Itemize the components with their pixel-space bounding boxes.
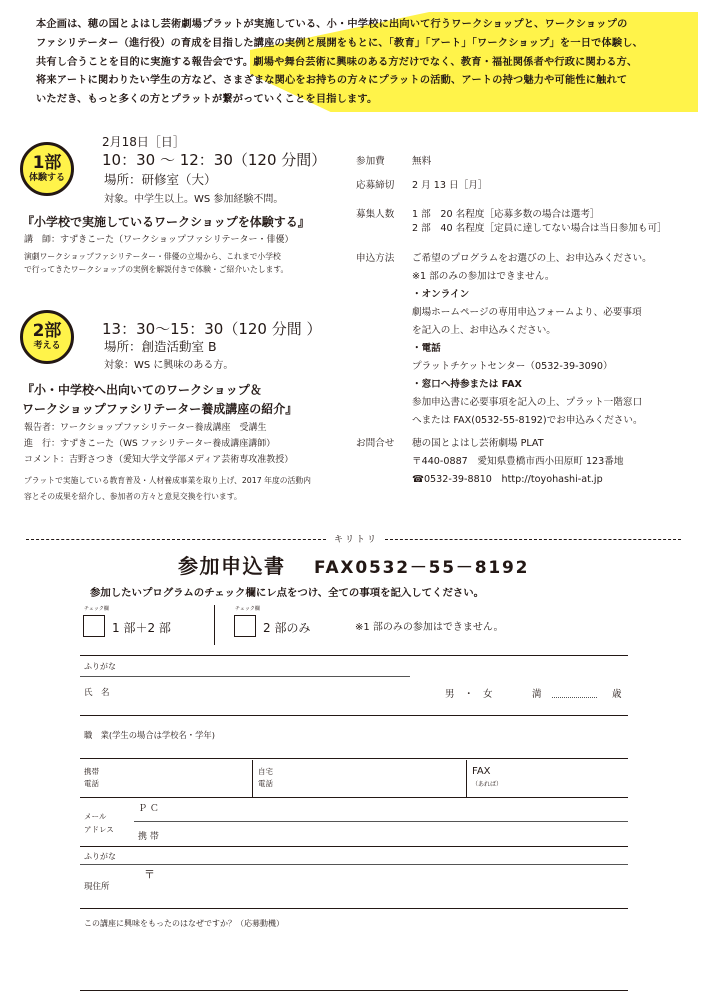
fax-label: FAX [472, 766, 491, 777]
part2-badge-number: 2部 [32, 321, 62, 341]
contact-line: 〒440-0887 愛知県豊橋市西小田原町 123番地 [412, 456, 624, 467]
mail-field-rule[interactable] [80, 846, 628, 847]
part2-title-line: ワークショップファシリテーター養成講座の紹介』 [22, 402, 298, 416]
mobile-label-2: 電話 [84, 779, 99, 788]
part2-staff-line: コメント：吉野さつき（愛知大学文学部メディア芸術専攻准教授） [24, 455, 294, 465]
apply-line: ・オンライン [412, 289, 470, 300]
option2-checkbox[interactable] [234, 615, 256, 637]
intro-line: 本企画は、穂の国とよはし芸術劇場プラットが実施している、小・中学校に出向いて行うワークショップと、ワークショップの [36, 19, 628, 30]
home-label-2: 電話 [258, 779, 273, 788]
intro-line: いただき、もっと多くの方とプラットが繋がっていくことを目指します。 [36, 94, 378, 106]
furigana-label: ふりがな [84, 662, 116, 671]
apply-line: を記入の上、お申込みください。 [412, 325, 556, 336]
mobile-label-1: 携帯 [84, 767, 99, 776]
cut-line-right [385, 539, 681, 540]
phone-field-rule[interactable] [80, 797, 628, 798]
part2-desc-line: 容とその成果を紹介し、参加者の方々と意見交換を行います。 [24, 492, 242, 501]
option2-label: 2 部のみ [263, 621, 311, 635]
apply-line: 参加申込書に必要事項を記入の上、プラット一階窓口 [412, 397, 643, 408]
part2-staff-line: 報告者：ワークショップファシリテーター養成講座 受講生 [24, 423, 267, 433]
phone-divider [466, 760, 467, 797]
intro-line: 共有し合うことを目的に実施する報告会です。劇場や舞台芸術に興味のある方だけでなく、教育・福祉関係者や行政に関わる方、 [36, 56, 638, 68]
home-label-1: 自宅 [258, 767, 273, 776]
age-field[interactable] [552, 697, 597, 698]
motive-field-rule[interactable] [80, 990, 628, 991]
fee-label: 参加費 [356, 156, 385, 167]
gender-label: 男 ・ 女 [445, 689, 493, 700]
apply-label: 申込方法 [356, 253, 395, 264]
part2-desc-line: プラットで実施している教育普及・人材養成事業を取り上げ、2017 年度の活動内 [24, 476, 311, 485]
part1-lecturer: 講 師：すずきこーた（ワークショップファシリテーター・俳優） [24, 235, 294, 245]
intro-line: ファシリテーター（進行役）の育成を目指した講座の実例と展開をもとに、「教育」「アート」「ワークショップ」を一日で体験し、 [36, 37, 644, 49]
name-field-rule[interactable] [80, 715, 628, 716]
deadline-label: 応募締切 [356, 180, 395, 191]
job-field-rule[interactable] [80, 758, 628, 759]
part1-badge-number: 1部 [32, 153, 62, 173]
form-instruction: 参加したいプログラムのチェック欄にレ点をつけ、全ての事項を記入してください。 [90, 587, 485, 599]
part1-place: 場所：研修室（大） [104, 172, 217, 187]
job-label: 職 業(学生の場合は学校名・学年) [84, 730, 215, 740]
apply-line: ご希望のプログラムをお選びの上、お申込みください。 [412, 253, 652, 264]
part1-target: 対象。中学生以上。WS 参加経験不問。 [104, 194, 284, 205]
address-furigana-field[interactable] [80, 864, 628, 865]
capacity-line: 1 部 20 名程度［応募多数の場合は選考］ [412, 209, 600, 220]
option1-checkbox[interactable] [83, 615, 105, 637]
part2-target: 対象：WS に興味のある方。 [104, 360, 234, 371]
intro-line: 将来アートに関わりたい学生の方など、さまざまな関心をお持ちの方々にプラットの活動、アートの持つ魅力や可能性に触れて [36, 75, 628, 87]
form-note: ※1 部のみの参加はできません。 [355, 622, 504, 633]
part2-badge [20, 310, 74, 364]
part1-badge-label: 体験する [28, 173, 65, 183]
part2-place: 場所：創造活動室 B [104, 339, 217, 354]
part1-time: 10：30 〜 12：30（120 分間） [102, 151, 327, 169]
postal-mark: 〒 [144, 868, 155, 881]
option-divider [214, 605, 215, 645]
capacity-line: 2 部 40 名程度［定員に達してない場合は当日参加も可］ [412, 223, 667, 234]
apply-line: ・電話 [412, 343, 441, 354]
mobile-mail-label: 携 帯 [138, 832, 159, 842]
part2-time: 13：30〜15：30（120 分間 ） [102, 320, 322, 338]
cut-label: キリトリ [330, 532, 382, 545]
part1-desc-line: で行ってきたワークショップの実例を解説付きで体験・ご紹介いたします。 [24, 265, 289, 274]
motive-label: この講座に興味をもったのはなぜですか？（応募動機） [84, 919, 284, 928]
address-field-rule[interactable] [80, 908, 628, 909]
check-label: チェック欄 [235, 606, 260, 612]
furigana2-label: ふりがな [84, 852, 116, 861]
part1-badge [20, 142, 74, 196]
pc-label: Ｐ Ｃ [138, 804, 159, 814]
apply-line: ・窓口へ持参または FAX [412, 379, 522, 390]
mail-label-1: メール [84, 812, 107, 821]
option1-label: 1 部＋2 部 [112, 621, 171, 635]
part1-title: 『小学校で実施しているワークショップを体験する』 [22, 215, 310, 229]
name-label: 氏 名 [84, 688, 110, 698]
contact-line: 穂の国とよはし芸術劇場 PLAT [412, 438, 544, 449]
address-label: 現住所 [84, 882, 110, 892]
deadline-value: 2 月 13 日［月］ [412, 180, 488, 191]
cut-line-left [26, 539, 326, 540]
apply-line: ※1 部のみの参加はできません。 [412, 271, 555, 282]
part1-desc-line: 演劇ワークショップファシリテーター・俳優の立場から、これまで小学校 [24, 252, 281, 261]
form-title: 参加申込書 [178, 554, 286, 578]
contact-label: お問合せ [356, 438, 395, 449]
contact-line: ☎0532-39-8810 http://toyohashi-at.jp [412, 474, 603, 485]
mail-label-2: アドレス [84, 825, 114, 834]
part1-date: 2月18日［日］ [102, 135, 185, 149]
apply-line: 劇場ホームページの専用申込フォームより、必要事項 [412, 307, 642, 318]
furigana-field[interactable] [80, 676, 410, 677]
part2-title-line: 『小・中学校へ出向いてのワークショップ＆ [22, 383, 262, 397]
check-label: チェック欄 [84, 606, 109, 612]
fee-value: 無料 [412, 156, 432, 167]
age-prefix: 満 [532, 689, 542, 700]
fax-note: （あれば） [472, 781, 503, 788]
form-fax-number: FAX0532－55－8192 [314, 558, 530, 578]
pc-mail-field[interactable] [134, 821, 628, 822]
rule-top [80, 655, 628, 656]
part2-staff-line: 進 行：すずきこーた（WS ファシリテーター養成講座講師） [24, 439, 276, 449]
apply-line: へまたは FAX(0532-55-8192)でお申込みください。 [412, 415, 643, 426]
phone-divider [252, 760, 253, 797]
intro-text [36, 16, 696, 110]
capacity-label: 募集人数 [356, 209, 395, 220]
age-suffix: 歳 [612, 689, 622, 700]
part2-badge-label: 考える [33, 341, 61, 351]
apply-line: プラットチケットセンター（0532-39-3090） [412, 361, 613, 372]
